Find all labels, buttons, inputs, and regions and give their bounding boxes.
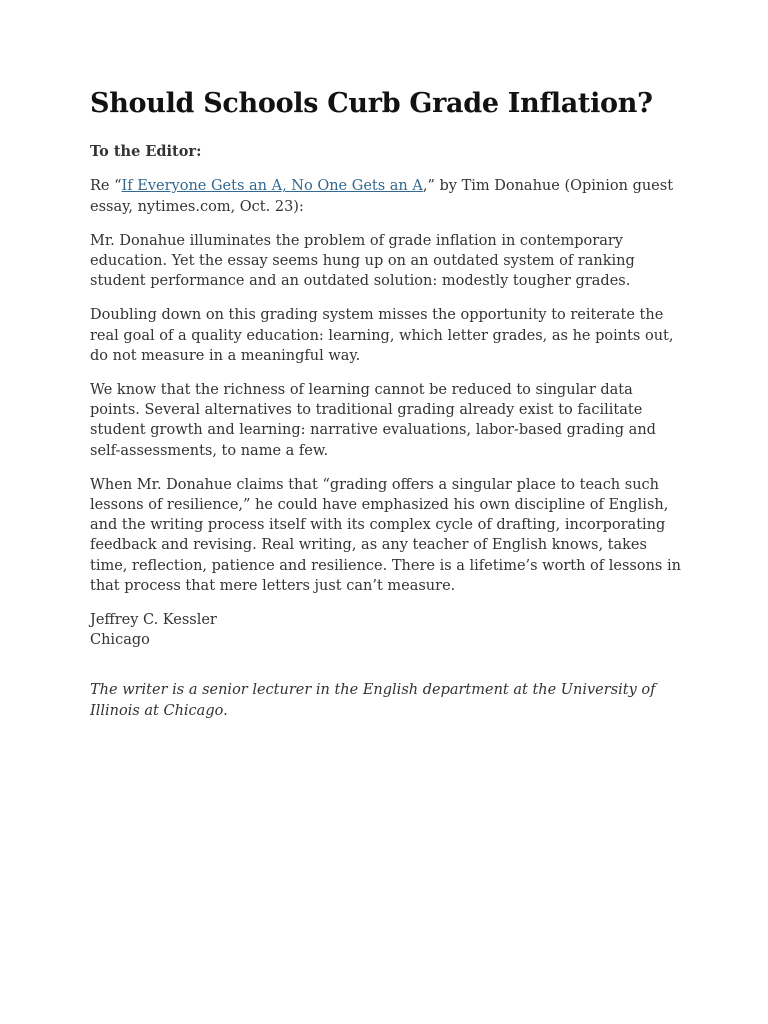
body-paragraph: Doubling down on this grading system misses the opportunity to reiterate the real goal of a quality education: learning, which letter grades, as he points out, do not measure in a meaningful way. [90, 307, 674, 364]
body-paragraph: Mr. Donahue illuminates the problem of grade inflation in contemporary education. Yet the essay seems hung up on an outdated system of ranking student performance and an outdated solution: modestly tougher grades. [90, 232, 635, 290]
re-line [90, 176, 682, 216]
writer-note: The writer is a senior lecturer in the English department at the University of Illinois at Chicago. [90, 682, 656, 719]
signature-location: Chicago [90, 632, 150, 649]
salutation: To the Editor: [90, 143, 202, 161]
essay-link[interactable]: If Everyone Gets an A, No One Gets an A [121, 178, 423, 195]
signature-name: Jeffrey C. Kessler [90, 612, 217, 629]
letter-page [90, 88, 682, 721]
body-paragraph: We know that the richness of learning cannot be reduced to singular data points. Several alternatives to traditional grading already exist to facilitate student growth and learning: narrative evaluations, labor-based grading and self-assessments, to name a few. [90, 382, 656, 459]
headline: Should Schools Curb Grade Inflation? [90, 88, 653, 119]
re-line-prefix: Re “ [90, 178, 122, 195]
signature [90, 610, 682, 650]
re-line-suffix: ,” by Tim Donahue (Opinion guest essay, nytimes.com, Oct. 23): [90, 178, 674, 215]
body-paragraph: When Mr. Donahue claims that “grading offers a singular place to teach such lessons of resilience,” he could have emphasized his own discipline of English, and the writing process itself with its complex cycle of drafting, incorporating feedback and revising. Real writing, as any teacher of English knows, takes time, reflection, patience and resilience. There is a lifetime’s worth of lessons in that process that mere letters just can’t measure. [90, 476, 681, 594]
